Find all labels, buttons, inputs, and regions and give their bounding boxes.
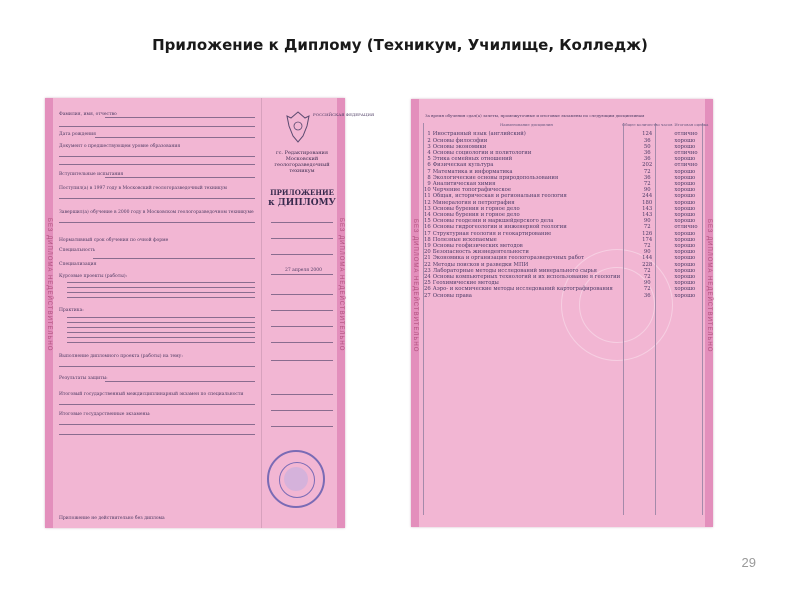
subject-grade: хорошо [674, 230, 696, 237]
row-number: 12 [424, 199, 431, 206]
subject-hours: 72 [643, 243, 651, 250]
subject-grade: хорошо [674, 181, 696, 188]
subject-name: Методы поисков и разведки МПИ [432, 261, 529, 268]
page-number: 29 [741, 555, 756, 570]
row-number: 1 [427, 131, 431, 138]
field-line [95, 137, 255, 138]
field-line [59, 156, 255, 157]
subject-grade: хорошо [674, 187, 696, 194]
subject-hours: 36 [643, 292, 651, 299]
column-header-subject: Наименование дисциплин [499, 122, 553, 127]
subject-name: Математика и информатика [432, 168, 513, 175]
subject-name: Лабораторные методы исследований минерального сырья [432, 267, 597, 274]
subject-name: Геохимические методы [432, 280, 499, 287]
subject-grade: хорошо [674, 267, 696, 274]
subject-hours: 90 [643, 249, 651, 256]
row-number: 5 [427, 156, 431, 163]
field-line [93, 258, 255, 259]
country-label: РОССИЙСКАЯ ФЕДЕРАЦИЯ [313, 112, 375, 117]
subject-hours: 36 [643, 137, 651, 144]
row-number: 4 [427, 150, 431, 157]
subject-name: Основы права [432, 292, 472, 299]
column-header-grade: Итоговая оценка [674, 122, 709, 127]
subject-hours: 36 [643, 156, 651, 163]
field-label: Выполнение дипломного проекта (работы) на тему: [59, 354, 183, 359]
subject-name: Основы философии [432, 137, 488, 144]
subject-name: Основы геодезии и маркшейдерского дела [432, 218, 554, 225]
subject-grade: отлично [674, 131, 698, 138]
diploma-supplement-front [45, 98, 375, 528]
field-line [271, 274, 333, 275]
field-label: Завершил(а) обучение в 2000 году в Московском геологоразведочном техникуме [59, 210, 254, 215]
subject-name: Основы компьютерных технологий и их использование в геологии [432, 274, 621, 281]
subject-grade: хорошо [674, 218, 696, 225]
institution-line: техникум [289, 168, 315, 174]
field-label: Итоговый государственный междисциплинарный экзамен по специальности [59, 392, 244, 397]
row-number: 9 [427, 181, 431, 188]
vertical-security-text-right: БЕЗ ДИПЛОМА НЕДЕЙСТВИТЕЛЬНО [338, 218, 344, 352]
subject-name: Аналитическая химия [432, 181, 496, 188]
institution-line: гс. Редактирования [275, 150, 329, 156]
field-label: Приложение не действительно без диплома [59, 516, 165, 521]
coat-of-arms-icon [285, 110, 311, 144]
grades-table [423, 123, 709, 299]
subject-hours: 72 [643, 286, 651, 293]
field-line [59, 424, 255, 425]
row-number: 27 [424, 292, 431, 299]
subject-hours: 72 [643, 274, 651, 281]
field-label: Курсовые проекты (работы): [59, 274, 128, 279]
row-number: 14 [424, 212, 431, 219]
subject-grade: хорошо [674, 137, 696, 144]
row-number: 2 [427, 137, 431, 144]
field-line [67, 282, 255, 283]
subject-grade: хорошо [674, 236, 696, 243]
field-label: Нормативный срок обучения по очной форме [59, 238, 169, 243]
subject-hours: 50 [643, 143, 651, 150]
subject-hours: 244 [642, 193, 653, 200]
field-line [105, 381, 255, 382]
table-row [423, 293, 709, 299]
field-line [59, 198, 255, 199]
row-number: 22 [424, 261, 431, 268]
field-line [271, 426, 333, 427]
field-line [67, 317, 255, 318]
field-line [271, 342, 333, 343]
supplement-heading-2: к ДИПЛОМУ [268, 198, 336, 208]
subject-name: Основы бурения и горное дело [432, 212, 520, 219]
field-line [271, 326, 333, 327]
vertical-security-text: БЕЗ ДИПЛОМА НЕДЕЙСТВИТЕЛЬНО [412, 219, 418, 353]
subject-grade: хорошо [674, 156, 696, 163]
subject-grade: хорошо [674, 168, 696, 175]
field-line [271, 222, 333, 223]
row-number: 23 [424, 267, 431, 274]
field-line [59, 222, 255, 223]
field-line [67, 297, 255, 298]
row-number: 15 [424, 218, 431, 225]
subject-grade: отлично [674, 162, 698, 169]
subject-name: Основы гидрогеологии и инженерной геологии [432, 224, 567, 231]
subject-grade: хорошо [674, 243, 696, 250]
row-number: 20 [424, 249, 431, 256]
subject-name: Минералогия и петрография [432, 199, 515, 206]
field-line [59, 164, 255, 165]
field-line [271, 238, 333, 239]
subject-grade: хорошо [674, 292, 696, 299]
subject-hours: 143 [642, 212, 653, 219]
subject-name: Экологические основы природопользования [432, 174, 559, 181]
institution-line: Московский [285, 156, 319, 162]
row-number: 18 [424, 236, 431, 243]
row-number: 10 [424, 187, 431, 194]
subject-grade: хорошо [674, 274, 696, 281]
field-line [67, 337, 255, 338]
subject-hours: 202 [642, 162, 653, 169]
subject-name: Аэро- и космические методы исследований картографирования [432, 286, 613, 293]
field-line [67, 342, 255, 343]
row-number: 16 [424, 224, 431, 231]
vertical-security-text-right: БЕЗ ДИПЛОМА НЕДЕЙСТВИТЕЛЬНО [706, 219, 712, 353]
subject-hours: 36 [643, 150, 651, 157]
slide-title: Приложение к Диплому (Техникум, Училище, Колледж) [152, 36, 648, 54]
field-label: Вступительные испытания [59, 172, 124, 177]
supplement-heading: ПРИЛОЖЕНИЕ [270, 188, 334, 197]
field-label: Специальность [59, 248, 96, 253]
row-number: 13 [424, 205, 431, 212]
row-number: 26 [424, 286, 431, 293]
subject-name: Общая, историческая и региональная геология [432, 193, 567, 200]
subject-grade: хорошо [674, 174, 696, 181]
subject-hours: 126 [642, 230, 653, 237]
institution-line: геологоразведочный [274, 162, 330, 168]
issue-date: 27 апреля 2000 [285, 268, 322, 273]
field-label: Поступил(а) в 1997 году в Московский геологоразведочный техникум [59, 186, 227, 191]
subject-hours: 90 [643, 280, 651, 287]
subject-grade: хорошо [674, 193, 696, 200]
field-line [59, 126, 255, 127]
row-number: 17 [424, 230, 431, 237]
subject-hours: 72 [643, 267, 651, 274]
subject-grade: хорошо [674, 280, 696, 287]
field-line [271, 254, 333, 255]
subject-name: Физическая культура [432, 162, 494, 169]
subject-name: Этика семейных отношений [432, 156, 513, 163]
field-line [271, 360, 333, 361]
row-number: 24 [424, 274, 431, 281]
official-seal-icon [267, 450, 325, 508]
field-line [105, 177, 255, 178]
subject-name: Безопасность жизнедеятельности [432, 249, 529, 256]
field-line [67, 332, 255, 333]
subject-hours: 36 [643, 174, 651, 181]
field-label: Дата рождения [59, 132, 96, 137]
field-line [59, 366, 255, 367]
subject-hours: 72 [643, 181, 651, 188]
field-line [271, 410, 333, 411]
field-line [67, 292, 255, 293]
subject-grade: хорошо [674, 143, 696, 150]
subject-grade: хорошо [674, 255, 696, 262]
grades-intro: За время обучения сдал(а) зачеты, промежуточные и итоговые экзамены по следующим дисциплинам [425, 113, 645, 118]
field-line [105, 117, 255, 118]
field-label: Специализация [59, 262, 97, 267]
subject-name: Основы экономики [432, 143, 487, 150]
subject-grade: хорошо [674, 249, 696, 256]
institution-name [267, 150, 337, 174]
subject-name: Основы бурения и горное дело [432, 205, 520, 212]
field-line [67, 287, 255, 288]
field-line [271, 294, 333, 295]
row-number: 6 [427, 162, 431, 169]
diploma-supplement-grades [411, 99, 713, 527]
field-line [67, 327, 255, 328]
sheet-fold [261, 98, 262, 528]
subject-grade: хорошо [674, 205, 696, 212]
row-number: 25 [424, 280, 431, 287]
row-number: 11 [424, 193, 431, 200]
row-number: 19 [424, 243, 431, 250]
field-label: Документ о предшествующем уровне образования [59, 144, 181, 149]
subject-hours: 228 [642, 261, 653, 268]
subject-grade: хорошо [674, 286, 696, 293]
subject-hours: 124 [642, 131, 653, 138]
row-number: 8 [427, 174, 431, 181]
row-number: 3 [427, 143, 431, 150]
field-line [271, 310, 333, 311]
subject-hours: 72 [643, 224, 651, 231]
field-line [59, 404, 255, 405]
field-line [67, 322, 255, 323]
subject-hours: 90 [643, 187, 651, 194]
subject-grade: хорошо [674, 199, 696, 206]
field-line [271, 394, 333, 395]
subject-hours: 144 [642, 255, 653, 262]
subject-name: Основы социологии и политологии [432, 150, 532, 157]
field-label: Фамилия, имя, отчество [59, 112, 117, 117]
subject-name: Экономика и организация геологоразведочных работ [432, 255, 585, 262]
vertical-security-text: БЕЗ ДИПЛОМА НЕДЕЙСТВИТЕЛЬНО [46, 218, 52, 352]
row-number: 7 [427, 168, 431, 175]
field-label: Итоговые государственные экзамены: [59, 412, 151, 417]
subject-hours: 90 [643, 218, 651, 225]
subject-name: Структурная геология и геокартирование [432, 230, 552, 237]
subject-hours: 180 [642, 199, 653, 206]
subject-name: Основы геофизических методов [432, 243, 523, 250]
field-label: Результаты защиты: [59, 376, 108, 381]
subject-hours: 174 [642, 236, 653, 243]
subject-name: Иностранный язык (английский) [432, 131, 526, 138]
subject-grade: отлично [674, 150, 698, 157]
subject-grade: хорошо [674, 212, 696, 219]
subject-name: Полезные ископаемые [432, 236, 497, 243]
subject-hours: 143 [642, 205, 653, 212]
subject-grade: отлично [674, 224, 698, 231]
field-line [59, 434, 255, 435]
column-header-hours: Общее количество часов [622, 122, 673, 127]
row-number: 21 [424, 255, 431, 262]
subject-grade: хорошо [674, 261, 696, 268]
subject-name: Черчение топографическое [432, 187, 511, 194]
subject-hours: 72 [643, 168, 651, 175]
field-label: Практика: [59, 308, 84, 313]
